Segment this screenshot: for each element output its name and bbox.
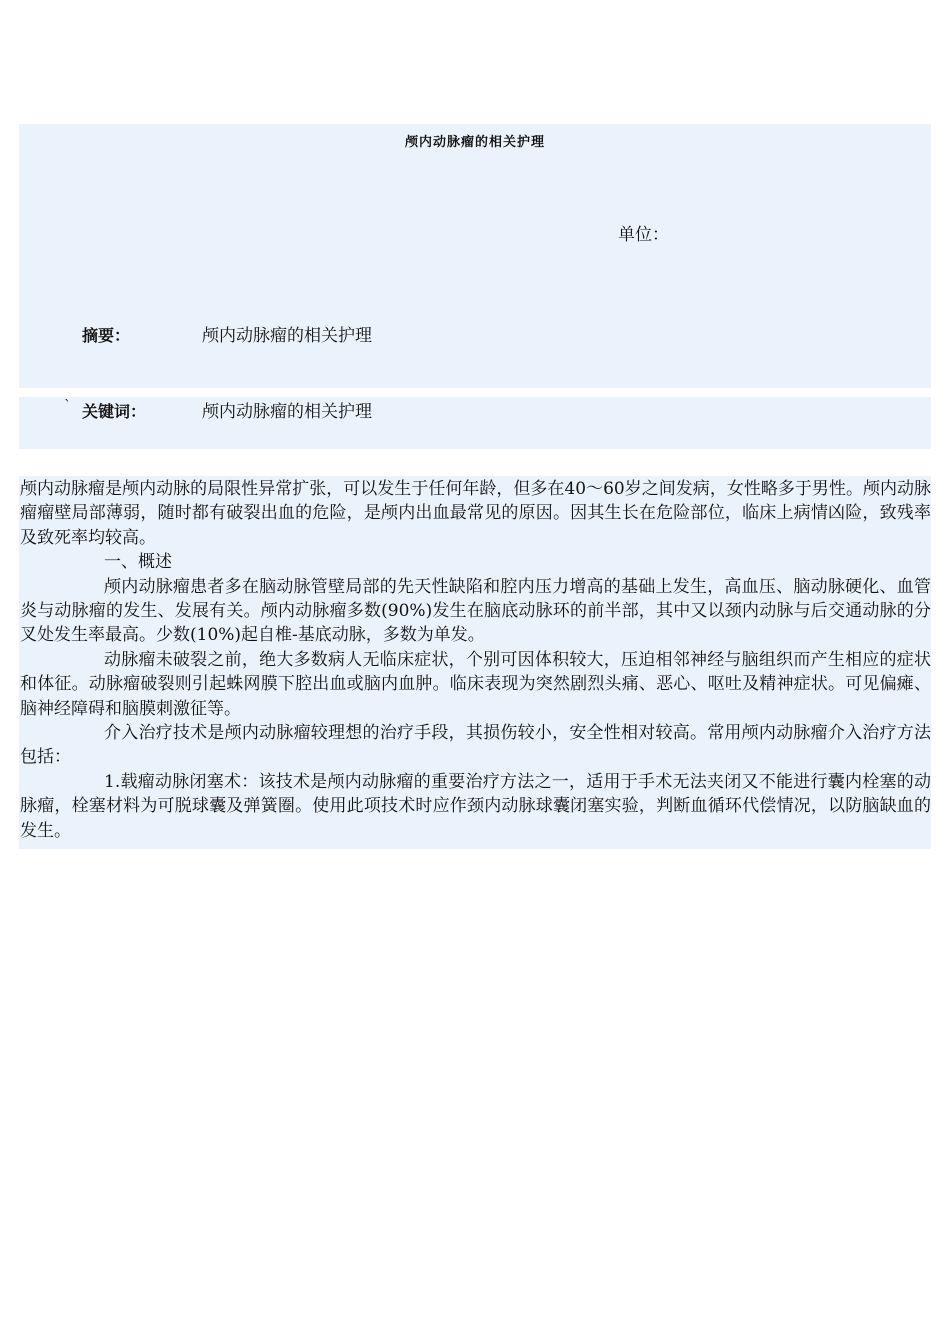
- unit-label: 单位：: [618, 225, 669, 245]
- abstract-label: 摘要：: [82, 326, 131, 345]
- abstract-value: 颅内动脉瘤的相关护理: [202, 326, 372, 346]
- keywords-value: 颅内动脉瘤的相关护理: [202, 402, 372, 422]
- keywords-band: [19, 397, 931, 449]
- symptoms-paragraph: 动脉瘤未破裂之前，绝大多数病人无临床症状，个别可因体积较大，压迫相邻神经与脑组织而产生相应的症状和体征。动脉瘤破裂则引起蛛网膜下腔出血或脑内血肿。临床表现为突然剧烈头痛、恶心、呕吐及精神症状。可见偏瘫、脑神经障碍和脑膜刺激征等。: [20, 649, 931, 719]
- document-title: 颅内动脉瘤的相关护理: [404, 135, 545, 150]
- body-text: [20, 477, 931, 843]
- section-heading-overview: 一、概述: [104, 552, 172, 573]
- header-band: [19, 124, 931, 388]
- treatment-paragraph: 介入治疗技术是颅内动脉瘤较理想的治疗手段，其损伤较小，安全性相对较高。常用颅内动脉瘤介入治疗方法包括：: [20, 723, 931, 768]
- overview-paragraph: 颅内动脉瘤患者多在脑动脉管壁局部的先天性缺陷和腔内压力增高的基础上发生，高血压、脑动脉硬化、血管炎与动脉瘤的发生、发展有关。颅内动脉瘤多数(90%)发生在脑底动脉环的前半部，其中又以颈内动脉与后交通动脉的分叉处发生率最高。少数(10%)起自椎-基底动脉，多数为单发。: [20, 576, 931, 646]
- intro-paragraph: 颅内动脉瘤是颅内动脉的局限性异常扩张，可以发生于任何年龄，但多在40～60岁之间发病，女性略多于男性。颅内动脉瘤瘤壁局部薄弱，随时都有破裂出血的危险，是颅内出血最常见的原因。因其生长在危险部位，临床上病情凶险，致残率及致死率均较高。: [20, 479, 931, 548]
- keywords-label: 关键词：: [82, 402, 147, 421]
- treatment-method-1-paragraph: 1.载瘤动脉闭塞术：该技术是颅内动脉瘤的重要治疗方法之一，适用于手术无法夹闭又不能进行囊内栓塞的动脉瘤，栓塞材料为可脱球囊及弹簧圈。使用此项技术时应作颈内动脉球囊闭塞实验，判断血循环代偿情况，以防脑缺血的发生。: [20, 771, 931, 841]
- keywords-marker: `: [64, 398, 71, 414]
